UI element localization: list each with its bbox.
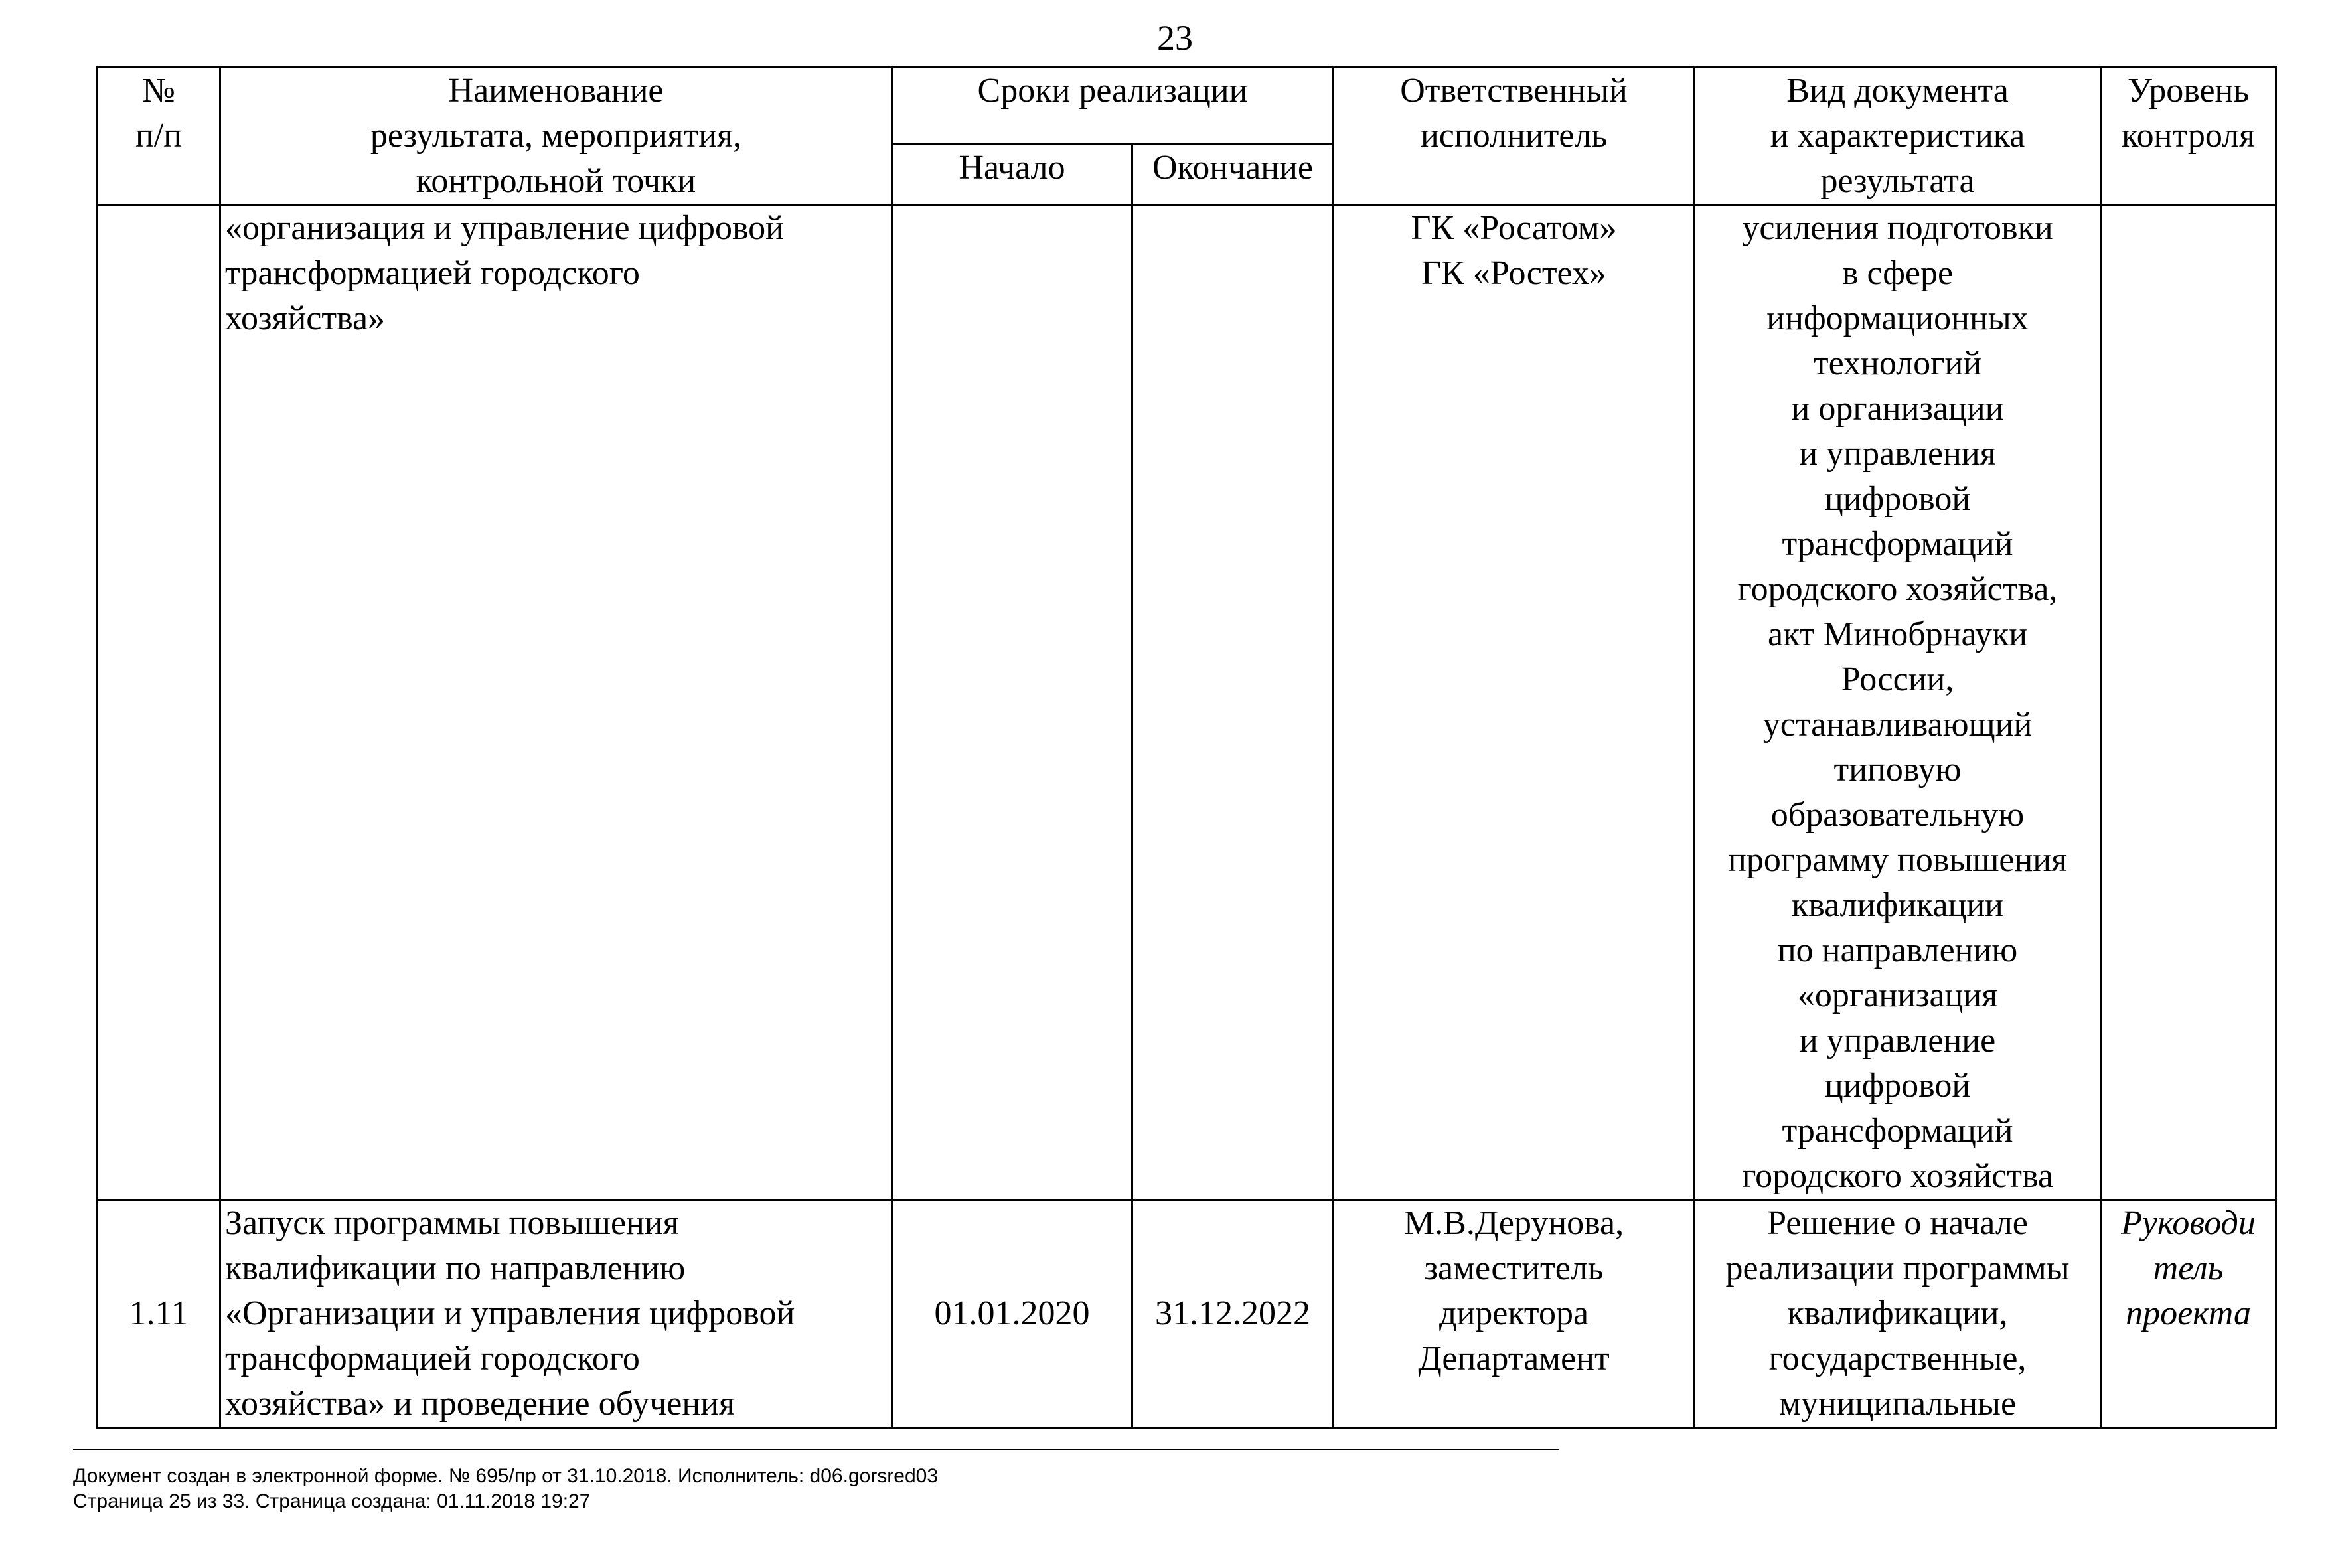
cell-doc-type: Решение о начале реализации программы квалификации, государственные, муниципальные — [1695, 1200, 2101, 1428]
cell-number — [98, 205, 220, 1200]
cell-end: 31.12.2022 — [1132, 1200, 1334, 1428]
table-row — [98, 205, 2276, 1200]
header-responsible: Ответственный исполнитель — [1334, 68, 1695, 205]
footer-page-info: Страница 25 из 33. Страница создана: 01.11.2018 19:27 — [73, 1490, 591, 1512]
header-start: Начало — [892, 144, 1132, 204]
plan-table — [96, 66, 2277, 1429]
table-row — [98, 1200, 2276, 1428]
footer — [73, 1464, 938, 1514]
cell-name: «организация и управление цифровой трансформацией городского хозяйства» — [220, 205, 892, 1200]
header-name: Наименование результата, мероприятия, контрольной точки — [220, 68, 892, 205]
cell-responsible: М.В.Дерунова, заместитель директора Департамент — [1334, 1200, 1695, 1428]
page-number: 23 — [1157, 18, 1193, 58]
cell-start — [892, 205, 1132, 1200]
cell-responsible: ГК «Росатом» ГК «Ростех» — [1334, 205, 1695, 1200]
cell-control-level — [2101, 205, 2276, 1200]
header-doc-type: Вид документа и характеристика результата — [1695, 68, 2101, 205]
header-control-level: Уровень контроля — [2101, 68, 2276, 205]
footer-divider — [73, 1449, 1559, 1450]
cell-start: 01.01.2020 — [892, 1200, 1132, 1428]
footer-document-info: Документ создан в электронной форме. № 695/пр от 31.10.2018. Исполнитель: d06.gorsred03 — [73, 1465, 939, 1487]
cell-name: Запуск программы повышения квалификации по направлению «Организации и управления цифровой трансформацией городского хозяйства» и проведение обучения — [220, 1200, 892, 1428]
header-terms: Сроки реализации — [892, 68, 1334, 145]
header-number: № п/п — [98, 68, 220, 205]
cell-control-level: Руководи тель проекта — [2101, 1200, 2276, 1428]
header-end: Окончание — [1132, 144, 1334, 204]
cell-end — [1132, 205, 1334, 1200]
cell-doc-type: усиления подготовки в сфере информационных технологий и организации и управления цифровой трансформаций городского хозяйства, акт Минобрнауки России, устанавливающий типовую образовательную программу повышения квалификации по направлению «организация и управление цифровой трансформаций городского хозяйства — [1695, 205, 2101, 1200]
cell-number: 1.11 — [98, 1200, 220, 1428]
